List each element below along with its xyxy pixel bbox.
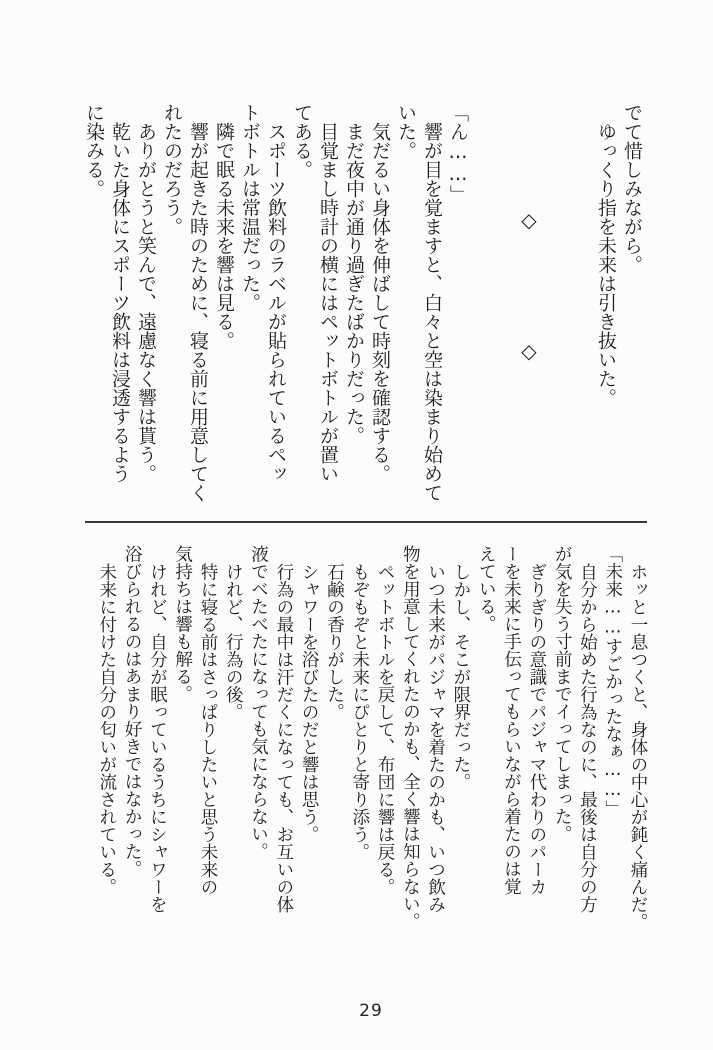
spacer xyxy=(529,232,530,339)
page-number: 29 xyxy=(359,1001,383,1021)
text-column: スポーツ飲料のラベルが貼られているペッ xyxy=(265,122,287,483)
spacer xyxy=(529,103,530,208)
text-column: シャワーを浴びたのだと響は思う。 xyxy=(299,562,320,843)
text-column: 気持ちは響も解る。 xyxy=(172,545,193,703)
text-column: 浴びられるのはあまり好きではなかった。 xyxy=(122,545,143,878)
text-column: いつ未来がパジャマを着たのかも、いつ飲み xyxy=(425,562,446,913)
text-column: 乾いた身体にスポーツ飲料は浸透するよう xyxy=(109,122,131,483)
text-column: しかし、そこが限界だった。 xyxy=(450,562,471,790)
text-column: ホッと一息つくと、身体の中心が鈍く痛んだ。 xyxy=(628,562,648,930)
text-column: れたのだろう。 xyxy=(161,103,183,236)
diamond-icon: ◇ xyxy=(517,339,541,363)
text-column: 行為の最中は汗だくになっても、お互いの体 xyxy=(273,562,294,913)
text-column: 目覚まし時計の横にはペットボトルが置い xyxy=(317,122,339,483)
text-column: 石鹸の香りがした。 xyxy=(324,562,345,720)
text-column: 「未来……すごかったなぁ……」 xyxy=(602,545,623,818)
text-column: が気を失う寸前までイってしまった。 xyxy=(552,545,573,843)
text-column: もぞもぞと未来にぴとりと寄り添う。 xyxy=(349,562,370,860)
text-column: トボトルは常温だった。 xyxy=(239,103,261,312)
bottom-text-section xyxy=(93,545,650,963)
text-column: 隣で眠る未来を響は見る。 xyxy=(213,122,235,350)
text-column: 気だるい身体を伸ばして時刻を確認する。 xyxy=(369,122,391,483)
scene-break-column xyxy=(516,103,542,517)
text-column: 響が目を覚ますと、白々と空は染まり始めて xyxy=(421,122,443,502)
text-column: 未来に付けた自分の匂いが流されている。 xyxy=(96,562,117,895)
text-column: 響が起きた時のために、寝る前に用意してく xyxy=(187,122,209,502)
section-divider xyxy=(85,521,647,523)
text-column: けれど、自分が眠っているうちにシャワーを xyxy=(147,562,168,913)
text-column: 物を用意してくれたのかも、全く響は知らない。 xyxy=(400,545,421,930)
text-column: てある。 xyxy=(291,103,313,179)
text-column: まだ夜中が通り過ぎたばかりだった。 xyxy=(343,122,365,445)
top-text-section xyxy=(81,103,645,517)
text-column: でて惜しみながら。 xyxy=(621,103,643,274)
text-column: ありがとうと笑んで、遠慮なく響は貰う。 xyxy=(135,122,157,483)
text-column: 「ん……」 xyxy=(447,103,469,204)
text-column: いた。 xyxy=(395,103,417,160)
text-column: に染みる。 xyxy=(83,103,105,198)
diamond-icon: ◇ xyxy=(517,208,541,232)
text-column: ペットボトルを戻して、布団に響は戻る。 xyxy=(375,562,396,895)
text-column: 特に寝る前はさっぱりしたいと思う未来の xyxy=(197,562,218,895)
text-column: ぎりぎりの意識でパジャマ代わりのパーカ xyxy=(526,562,547,895)
text-column: えている。 xyxy=(476,545,497,633)
text-column: 液でべたべたになっても気にならない。 xyxy=(248,545,269,860)
text-column: 自分から始めた行為なのに、最後は自分の方 xyxy=(577,562,598,913)
text-column: けれど、行為の後。 xyxy=(223,562,244,720)
text-column: ーを未来に手伝ってもらいながら着たのは覚 xyxy=(501,545,522,895)
text-column: ゆっくり指を未来は引き抜いた。 xyxy=(595,122,617,407)
